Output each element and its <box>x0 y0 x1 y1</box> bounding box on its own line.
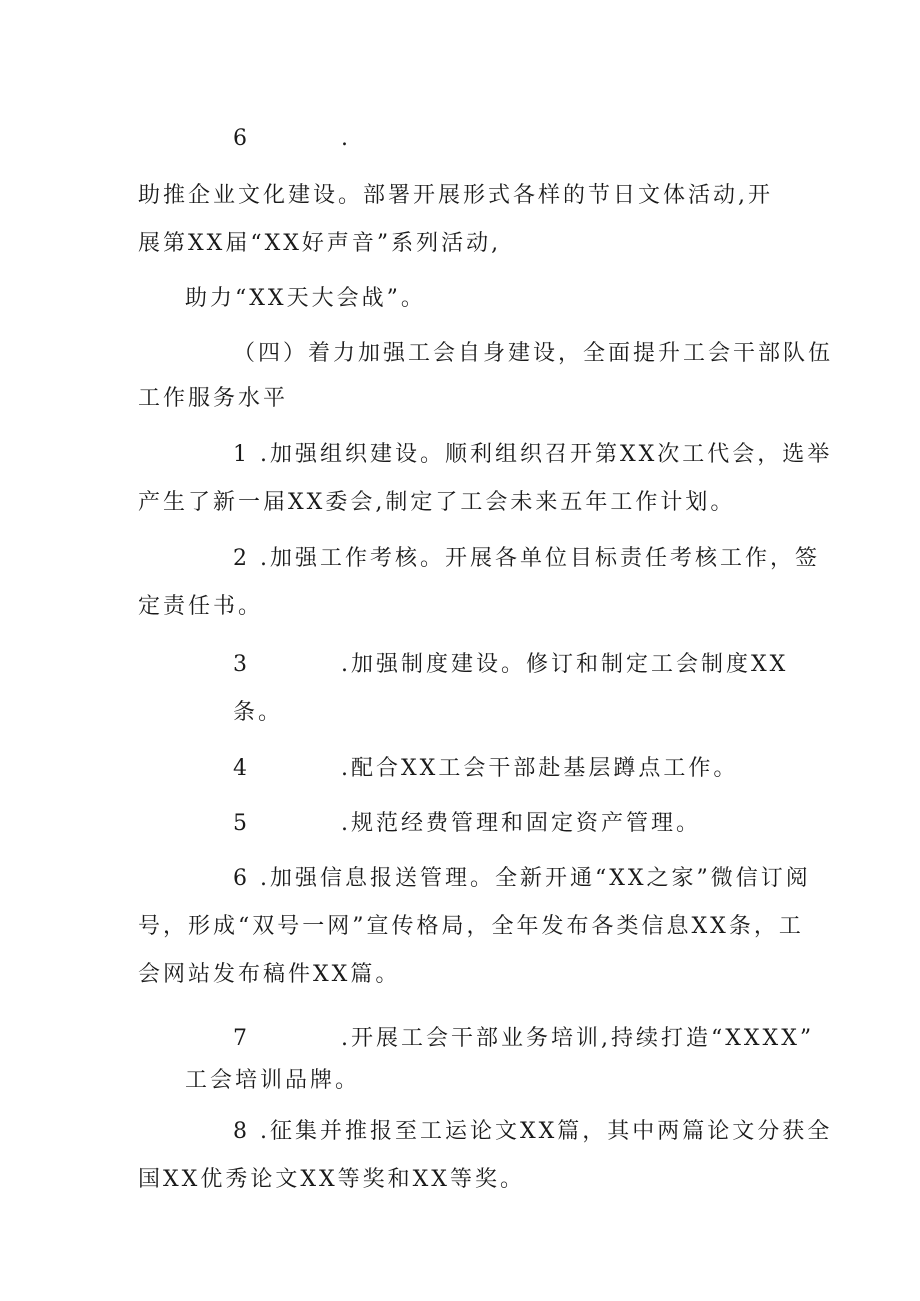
item-number: 3 <box>233 652 250 677</box>
list-item: 国XX优秀论文XX等奖和XX等奖。 <box>138 1167 525 1192</box>
paragraph-line: 展第XX届“XX好声音”系列活动, <box>138 231 502 256</box>
list-item: 条。 <box>233 700 284 725</box>
item-number: 5 <box>233 811 250 836</box>
list-item: 产生了新一届XX委会,制定了工会未来五年工作计划。 <box>138 490 736 515</box>
list-item: 1 .加强组织建设。顺利组织召开第XX次工代会，选举 <box>233 442 833 467</box>
list-item: .配合XX工会干部赴基层蹲点工作。 <box>341 756 739 781</box>
item-number: 4 <box>233 756 250 781</box>
list-item: 2 .加强工作考核。开展各单位目标责任考核工作，签 <box>233 546 820 571</box>
list-item: 会网站发布稿件XX篇。 <box>138 962 401 987</box>
list-item: 6 .加强信息报送管理。全新开通“XX之家”微信订阅 <box>233 866 811 891</box>
list-item: 工会培训品牌。 <box>185 1068 361 1093</box>
list-item: 8 .征集并推报至工运论文XX篇，其中两篇论文分获全 <box>233 1119 833 1144</box>
section-heading: （四）着力加强工会自身建设，全面提升工会干部队伍 <box>233 341 834 366</box>
paragraph-line: 助推企业文化建设。部署开展形式各样的节日文体活动,开 <box>138 183 773 208</box>
list-item: 号，形成“双号一网”宣传格局，全年发布各类信息XX条，工 <box>138 914 804 939</box>
section-heading: 工作服务水平 <box>138 386 289 411</box>
list-item: .加强制度建设。修订和制定工会制度XX <box>341 652 789 677</box>
item-number: 7 <box>233 1026 250 1051</box>
list-item: 定责任书。 <box>138 594 264 619</box>
paragraph-line: 助力“XX天大会战”。 <box>185 286 426 311</box>
item-dot: . <box>341 126 351 151</box>
item-number: 6 <box>233 126 250 151</box>
list-item: .规范经费管理和固定资产管理。 <box>341 811 701 836</box>
list-item: .开展工会干部业务培训,持续打造“XXXX” <box>341 1026 815 1051</box>
